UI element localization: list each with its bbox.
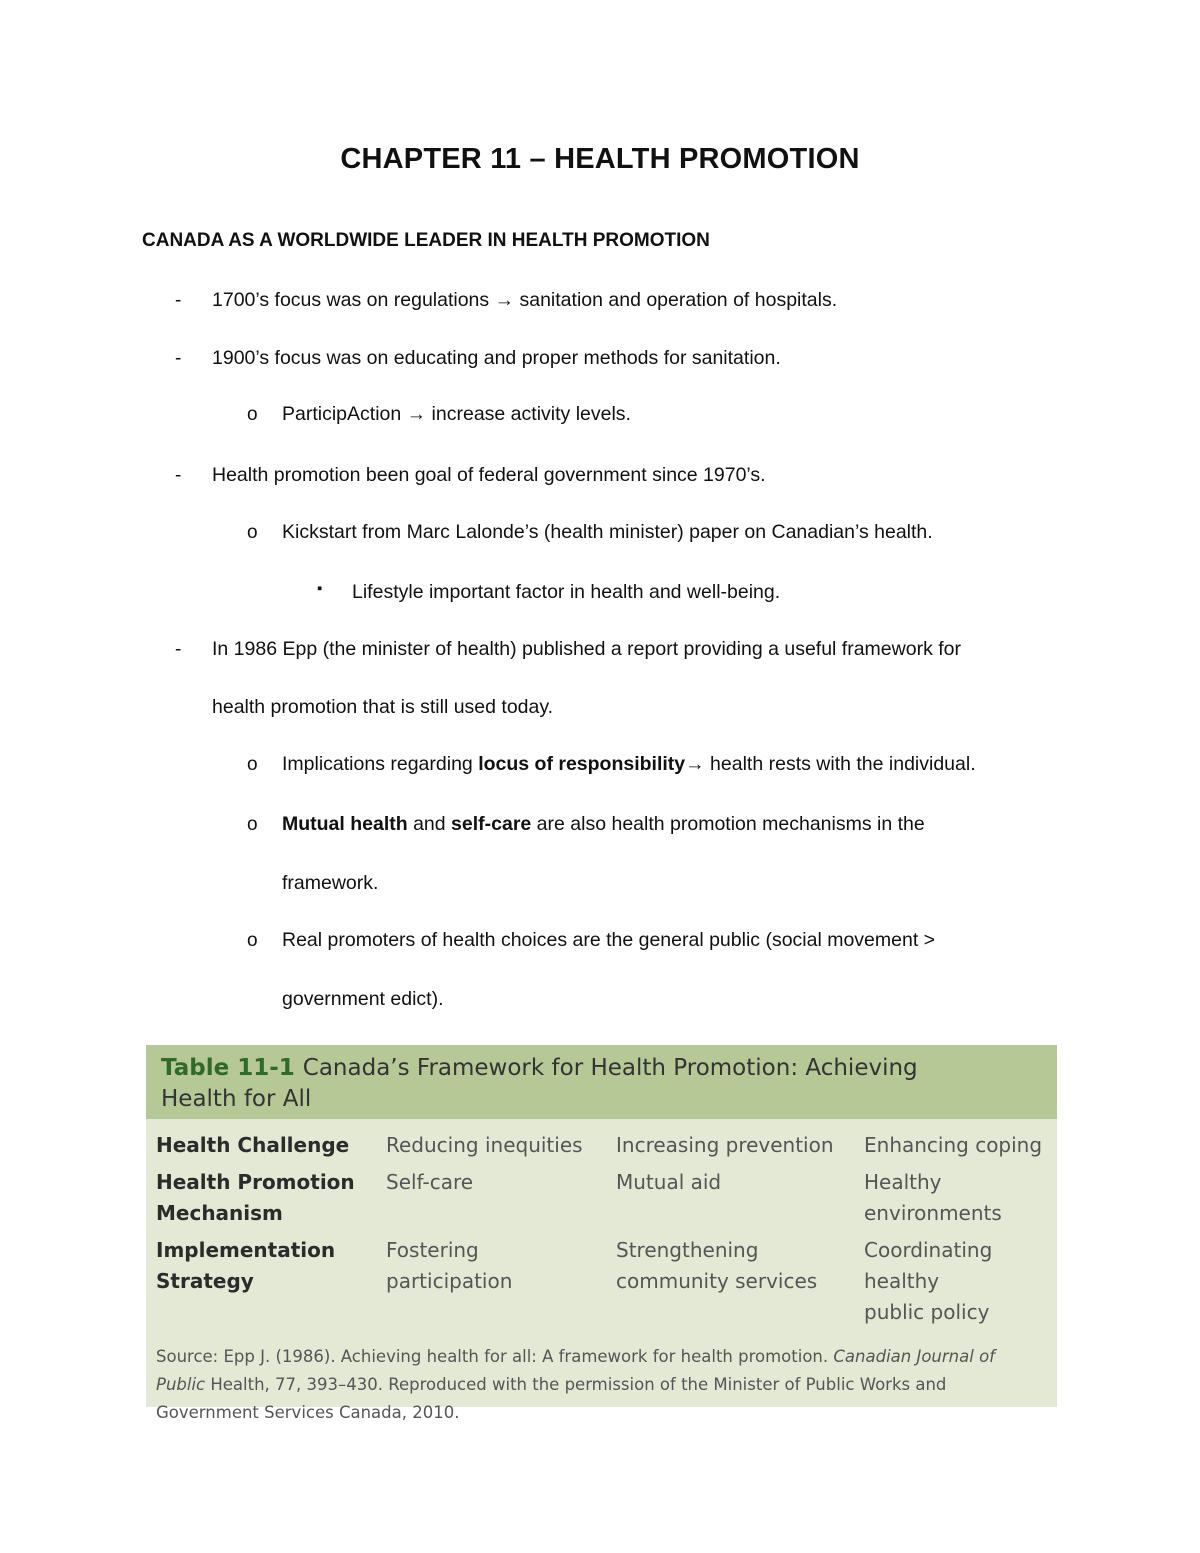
section-heading: CANADA AS A WORLDWIDE LEADER IN HEALTH PROMOTION (142, 230, 710, 251)
table-cell (386, 1167, 473, 1198)
sub-sub-bullet-lifestyle: Lifestyle important factor in health and well-being. (352, 581, 781, 603)
cell-line: Reducing inequities (386, 1133, 583, 1157)
bullet-text: 1700’s focus was on regulations (212, 289, 495, 311)
table-title-line2: Health for All (161, 1086, 312, 1112)
cell-line: Fostering (386, 1238, 479, 1262)
sub-bullet-real-promoters-line2: government edict). (282, 988, 444, 1010)
table-title-line1: Canada’s Framework for Health Promotion: Achieving (302, 1055, 918, 1081)
table-cell (386, 1130, 583, 1161)
table-header-band (146, 1045, 1057, 1119)
sub-bullet-mutual-health-line2: framework. (282, 872, 379, 894)
cell-line: Enhancing coping (864, 1133, 1043, 1157)
page-title: CHAPTER 11 – HEALTH PROMOTION (340, 143, 860, 175)
bullet-text: increase activity levels. (426, 403, 631, 425)
row-header-strategy (156, 1235, 335, 1297)
sub-bullet-mutual-health (282, 813, 925, 836)
cell-line: community services (616, 1269, 818, 1293)
cell-line: Implementation (156, 1238, 336, 1262)
table-title (161, 1053, 1041, 1115)
cell-line: participation (386, 1269, 513, 1293)
bullet-text: health rests with the individual. (704, 753, 976, 775)
bullet-text: Implications regarding (282, 753, 479, 775)
bullet-1700s (212, 289, 837, 312)
sub-bullet-real-promoters: Real promoters of health choices are the general public (social movement > (282, 929, 936, 951)
bullet-epp-line1: In 1986 Epp (the minister of health) published a report providing a useful framework for (212, 638, 961, 660)
cell-line: Increasing prevention (616, 1133, 834, 1157)
cell-line: Health Challenge (156, 1133, 350, 1157)
cell-line: Mutual aid (616, 1170, 722, 1194)
circle-bullet: o (247, 754, 258, 775)
cell-line: Coordinating (864, 1238, 993, 1262)
source-text: Health, 77, 393–430. Reproduced with the permission of the Minister of Public Works and Government Services Canada, 2010. (156, 1375, 947, 1422)
bold-term: locus of responsibility (478, 753, 686, 775)
bullet-text: sanitation and operation of hospitals. (514, 289, 838, 311)
arrow-icon: → (406, 403, 427, 425)
bullet-1900s: 1900’s focus was on educating and proper methods for sanitation. (212, 347, 781, 369)
dash-bullet: - (175, 639, 182, 660)
cell-line: Health Promotion (156, 1170, 355, 1194)
sub-bullet-locus (282, 753, 976, 776)
bullet-epp-line2: health promotion that is still used today. (212, 696, 554, 718)
table-cell (616, 1167, 721, 1198)
arrow-icon: → (494, 289, 515, 311)
cell-line: Strategy (156, 1269, 254, 1293)
cell-line: healthy (864, 1269, 940, 1293)
source-journal: Canadian Journal of Public (156, 1347, 995, 1394)
table-label: Table 11-1 (161, 1055, 295, 1081)
dash-bullet: - (175, 348, 182, 369)
circle-bullet: o (247, 814, 258, 835)
table-cell (864, 1235, 992, 1328)
arrow-icon: → (685, 753, 705, 775)
table-cell (864, 1130, 1042, 1161)
cell-line: public policy (864, 1300, 990, 1324)
bold-term: self-care (451, 813, 532, 835)
circle-bullet: o (247, 404, 258, 425)
cell-line: Strengthening (616, 1238, 759, 1262)
table-cell (864, 1167, 1002, 1229)
bullet-text: and (407, 813, 452, 835)
square-bullet: ▪ (317, 580, 323, 597)
dash-bullet: - (175, 465, 182, 486)
table-source-note (156, 1343, 1046, 1427)
circle-bullet: o (247, 522, 258, 543)
bullet-text: are also health promotion mechanisms in the (531, 813, 925, 835)
circle-bullet: o (247, 930, 258, 951)
bullet-text: ParticipAction (282, 403, 407, 425)
sub-bullet-participaction (282, 403, 631, 426)
cell-line: Self-care (386, 1170, 474, 1194)
row-header-health-challenge (156, 1130, 349, 1161)
cell-line: environments (864, 1201, 1002, 1225)
bullet-1970s: Health promotion been goal of federal government since 1970’s. (212, 464, 766, 486)
sub-bullet-lalonde: Kickstart from Marc Lalonde’s (health minister) paper on Canadian’s health. (282, 521, 933, 543)
cell-line: Mechanism (156, 1201, 283, 1225)
dash-bullet: - (175, 290, 182, 311)
source-text: Source: Epp J. (1986). Achieving health for all: A framework for health promotion. (156, 1347, 834, 1366)
table-cell (616, 1235, 817, 1297)
row-header-mechanism (156, 1167, 355, 1229)
table-cell (616, 1130, 834, 1161)
bold-term: Mutual health (282, 813, 408, 835)
cell-line: Healthy (864, 1170, 942, 1194)
table-cell (386, 1235, 512, 1297)
table-figure (146, 1045, 1057, 1422)
